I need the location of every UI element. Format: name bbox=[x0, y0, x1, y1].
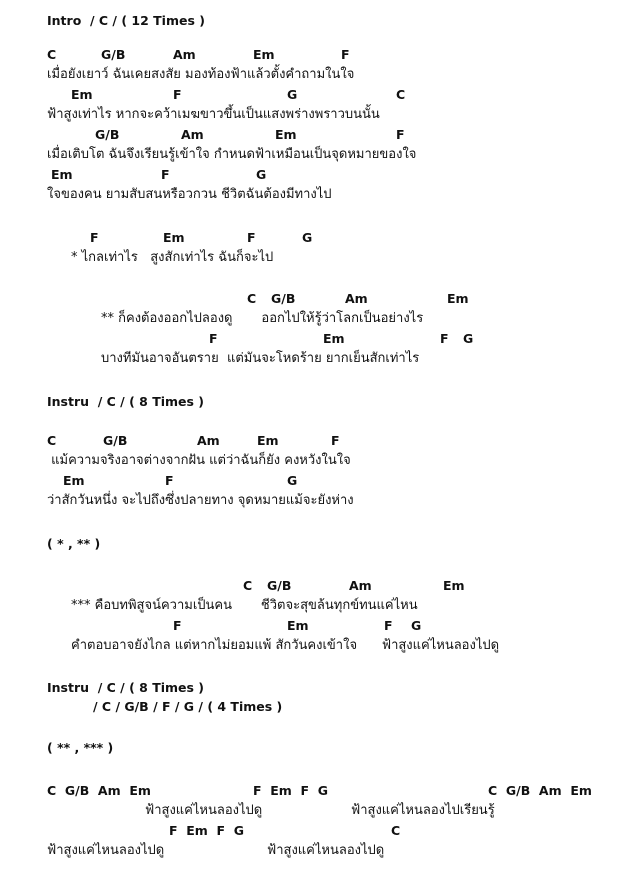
instru-pattern: / C / G/B / F / G / ( 4 Times ) bbox=[93, 699, 283, 714]
lyric-line: บางทีมันอาจอันตราย แต่มันจะโหดร้าย ยากเย็นสักเท่าไร bbox=[101, 351, 420, 366]
lyric-line: ฟ้าสูงเท่าไร หากจะคว้าเมฆขาวขึ้นเป็นแสงพร่างพราวบนนั้น bbox=[47, 107, 380, 122]
instru-line: Instru / C / ( 8 Times ) bbox=[47, 680, 205, 695]
repeat-marker: ( * , ** ) bbox=[47, 536, 101, 551]
chord: C bbox=[47, 433, 57, 448]
chord-group: C G/B Am Em bbox=[47, 783, 151, 798]
chord: F bbox=[161, 167, 170, 182]
chord: F bbox=[173, 87, 182, 102]
lyric-line: ว่าสักวันหนึ่ง จะไปถึงซึ่งปลายทาง จุดหมายแม้จะยังห่าง bbox=[47, 493, 354, 508]
lyric-line: ใจของคน ยามสับสนหรือวกวน ชีวิตฉันต้องมีทางไป bbox=[47, 187, 332, 202]
lyric-line: ฟ้าสูงแค่ไหนลองไปดู bbox=[267, 843, 385, 858]
chord: F bbox=[209, 331, 218, 346]
chord: F bbox=[331, 433, 340, 448]
intro-line: Intro / C / ( 12 Times ) bbox=[47, 13, 205, 28]
lyric-line: ฟ้าสูงแค่ไหนลองไปเรียนรู้ bbox=[351, 803, 495, 818]
lyric-line: * ไกลเท่าไร สูงสักเท่าไร ฉันก็จะไป bbox=[71, 250, 274, 265]
chord: G/B bbox=[271, 291, 296, 306]
chord: C bbox=[243, 578, 253, 593]
chord: Em bbox=[275, 127, 297, 142]
lyric-line: แม้ความจริงอาจต่างจากฝัน แต่ว่าฉันก็ยัง คงหวังในใจ bbox=[47, 453, 351, 468]
lyric-line: *** คือบทพิสูจน์ความเป็นคน ชีวิตจะสุขล้นทุกข์ทนแค่ไหน bbox=[71, 598, 418, 613]
chord: F bbox=[396, 127, 405, 142]
chord: Am bbox=[197, 433, 220, 448]
chord: F bbox=[165, 473, 174, 488]
chord: G/B bbox=[103, 433, 128, 448]
repeat-marker: ( ** , *** ) bbox=[47, 740, 114, 755]
chord: G bbox=[256, 167, 267, 182]
chord: G/B bbox=[95, 127, 120, 142]
chord: G/B bbox=[101, 47, 126, 62]
chord: F bbox=[384, 618, 393, 633]
chord: C bbox=[396, 87, 406, 102]
chord: Am bbox=[181, 127, 204, 142]
chord-group: F Em F G bbox=[253, 783, 329, 798]
chord: Em bbox=[443, 578, 465, 593]
chord: Am bbox=[349, 578, 372, 593]
chord: G/B bbox=[267, 578, 292, 593]
chord: G bbox=[411, 618, 422, 633]
chord: Em bbox=[447, 291, 469, 306]
chord: F bbox=[341, 47, 350, 62]
chord: G bbox=[287, 473, 298, 488]
chord-group: F Em F G bbox=[169, 823, 245, 838]
chord: F bbox=[247, 230, 256, 245]
lyric-line: เมื่อยังเยาว์ ฉันเคยสงสัย มองท้องฟ้าแล้วตั้งคำถามในใจ bbox=[47, 67, 355, 82]
chord: Em bbox=[71, 87, 93, 102]
chord: Em bbox=[257, 433, 279, 448]
lyric-line: ฟ้าสูงแค่ไหนลองไปดู bbox=[145, 803, 263, 818]
chord: Em bbox=[323, 331, 345, 346]
chord: F bbox=[173, 618, 182, 633]
lyric-line: คำตอบอาจยังไกล แต่หากไม่ยอมแพ้ สักวันคงเข้าใจ ฟ้าสูงแค่ไหนลองไปดู bbox=[71, 638, 500, 653]
chord: Em bbox=[63, 473, 85, 488]
chord: Em bbox=[287, 618, 309, 633]
chord: C bbox=[47, 47, 57, 62]
chord: Em bbox=[51, 167, 73, 182]
lyric-line: ** ก็คงต้องออกไปลองดู ออกไปให้รู้ว่าโลกเป็นอย่างไร bbox=[101, 311, 424, 326]
chord: Am bbox=[345, 291, 368, 306]
chord: C bbox=[391, 823, 401, 838]
chord: C bbox=[247, 291, 257, 306]
lyric-line: ฟ้าสูงแค่ไหนลองไปดู bbox=[47, 843, 165, 858]
chord: Em bbox=[163, 230, 185, 245]
instru-line: Instru / C / ( 8 Times ) bbox=[47, 394, 205, 409]
chord: Am bbox=[173, 47, 196, 62]
chord: G bbox=[287, 87, 298, 102]
chord-group: C G/B Am Em bbox=[488, 783, 592, 798]
chord: F bbox=[90, 230, 99, 245]
chord: G bbox=[463, 331, 474, 346]
chord: F bbox=[440, 331, 449, 346]
chord: G bbox=[302, 230, 313, 245]
lyric-line: เมื่อเติบโต ฉันจึงเรียนรู้เข้าใจ กำหนดฟ้าเหมือนเป็นจุดหมายของใจ bbox=[47, 147, 417, 162]
chord: Em bbox=[253, 47, 275, 62]
